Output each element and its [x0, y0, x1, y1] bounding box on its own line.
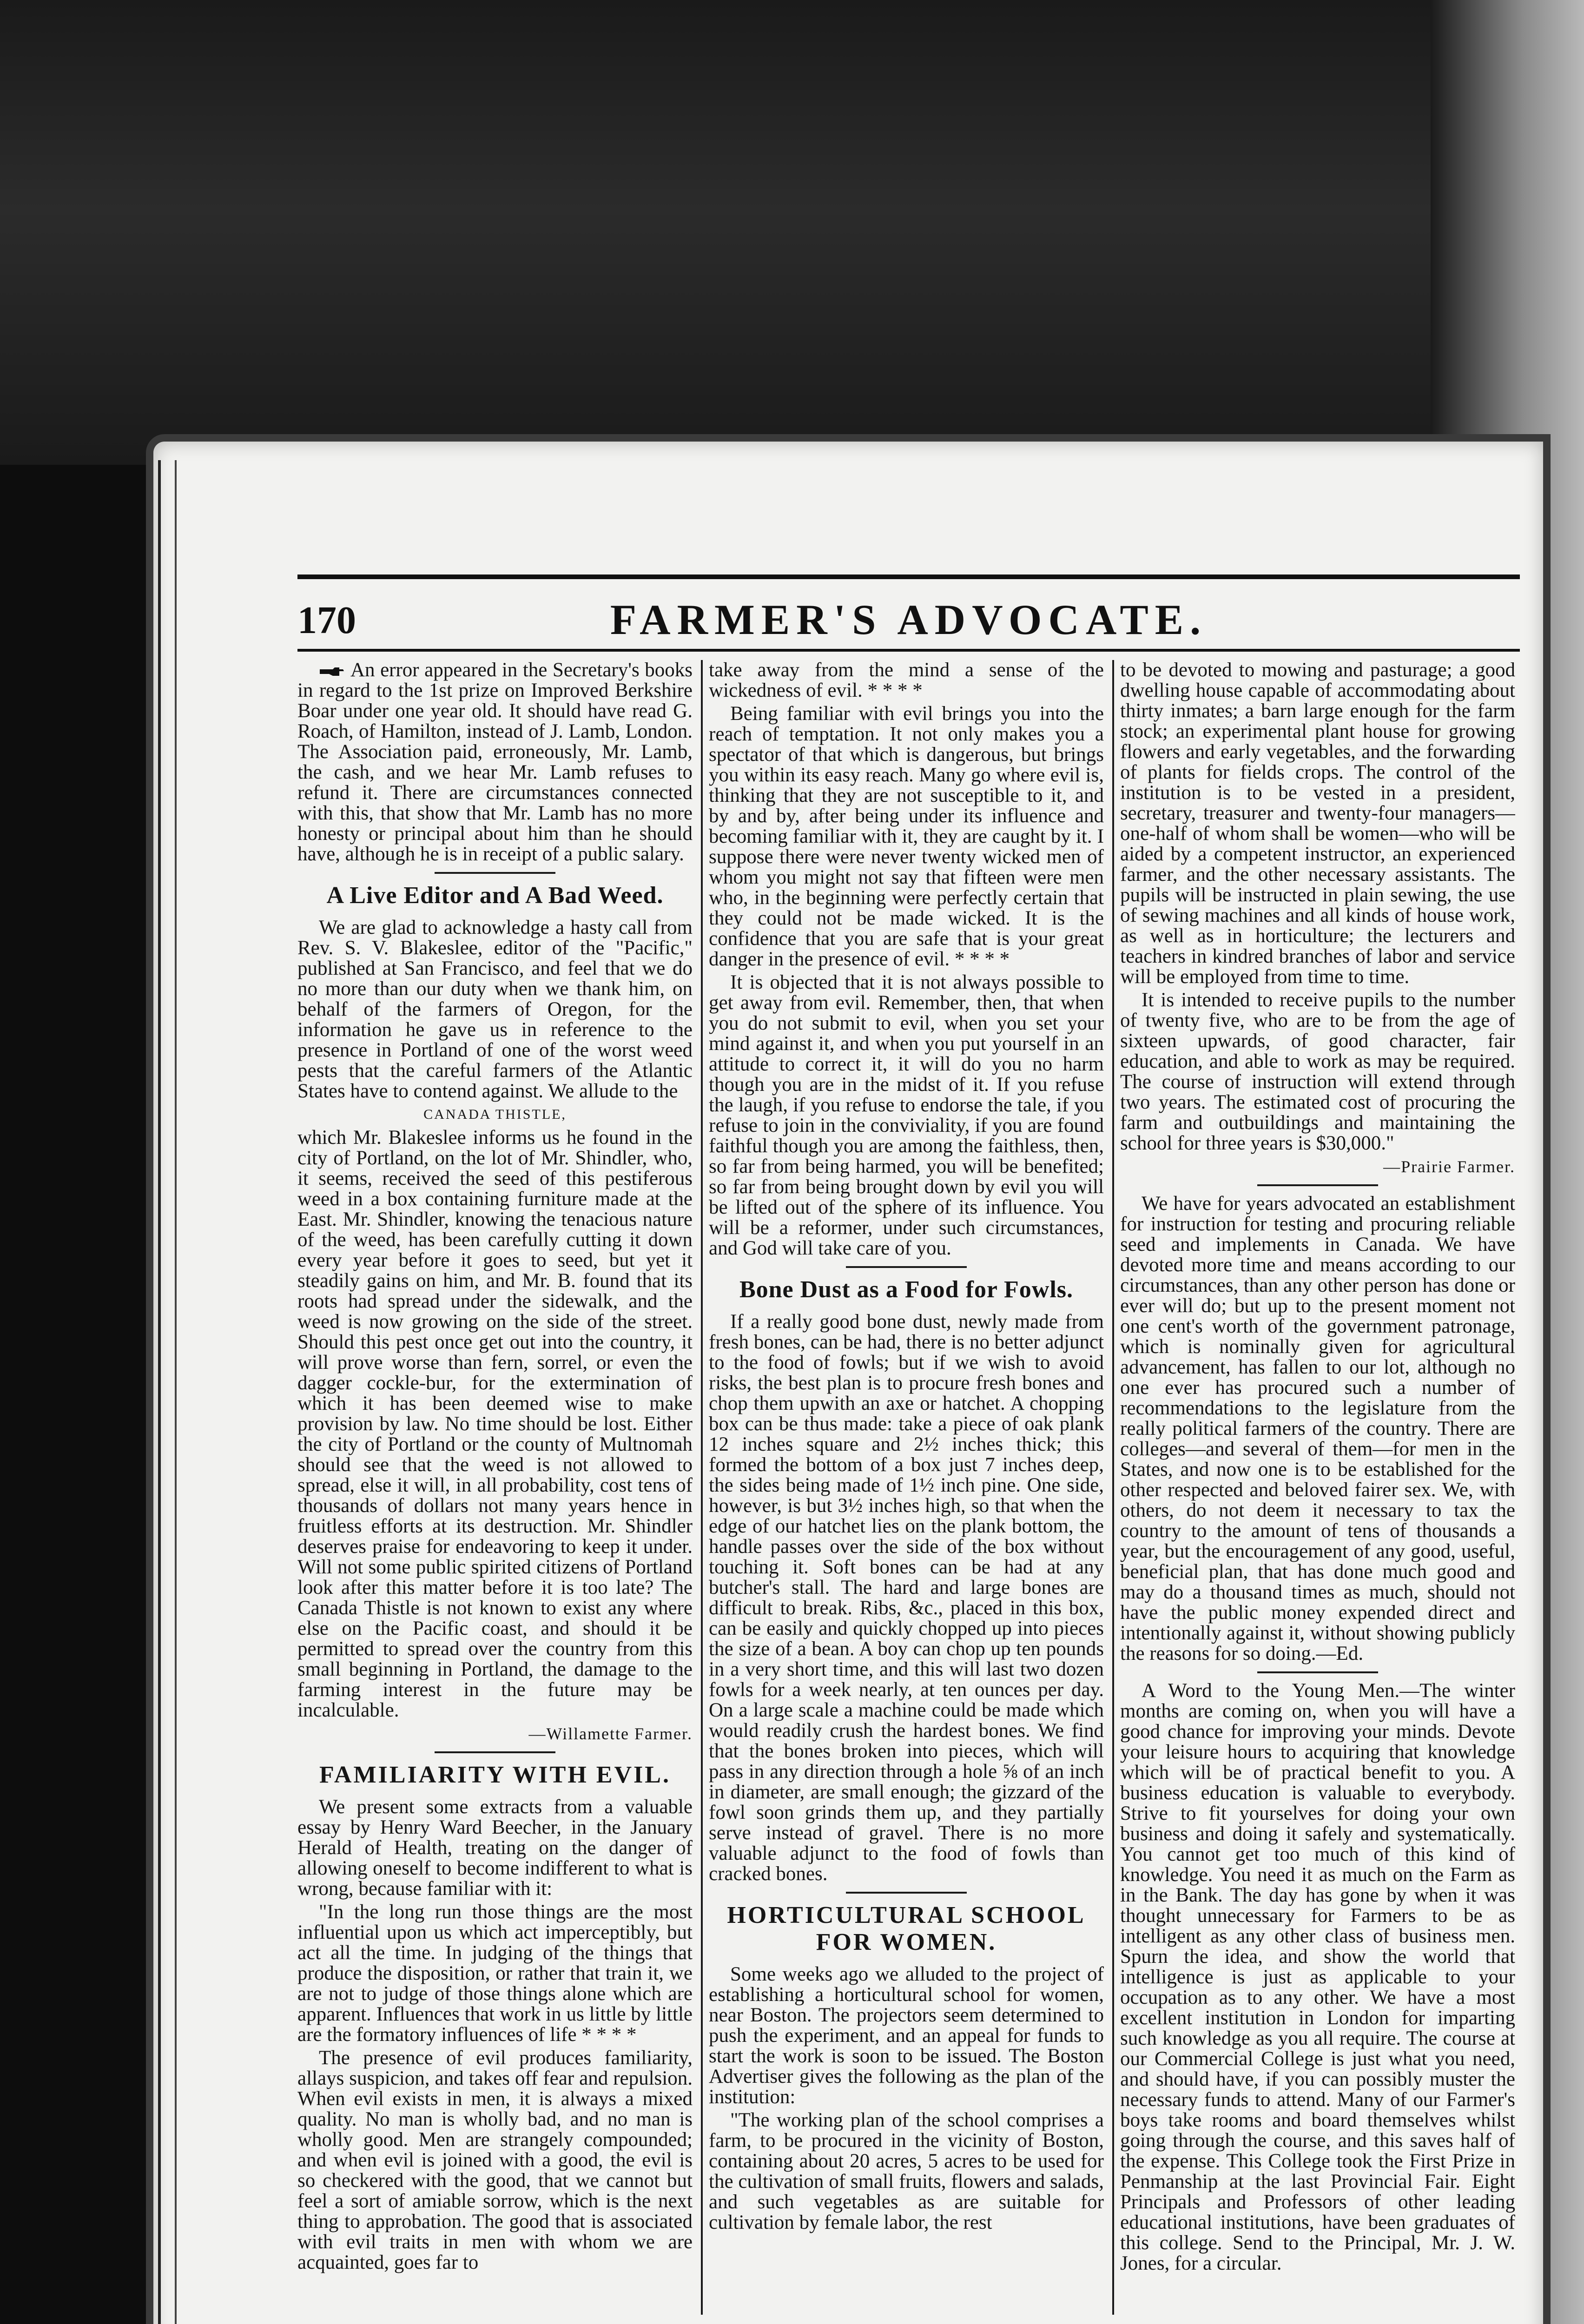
article-paragraph: A Word to the Young Men.—The winter months are coming on, when you will have a good chance for improving your minds. Devote your leisure hours to acquiring that knowledge which will be of practical benefit to you. A business education is valuable to everybody. Strive to fit yourselves for doing your own business and doing it safely and systematically. You cannot get too much of this kind of knowledge. You need it as much on the Farm as in the Bank. The day has gone by when it was thought unnecessary for Farmers to be as intelligent as any other class of business men. Spurn the idea, and show the world that intelligence is just as applicable to your occupation as to any other. We have a most excellent institution in London for imparting such knowledge as you all require. The course at our Commercial College is just what you need, and should have, if you can possibly muster the necessary funds to attend. Many of our Farmer's boys take rooms and board themselves whilst going through the course, and this saves half of the expense. This College took the First Prize in Penmanship at the last Provincial Fair. Eight Principals and Professors of other leading educational institutions, have been graduates of this college. Send to the Principal, Mr. J. W. Jones, for a circular. [1120, 1680, 1515, 2274]
article-paragraph: We present some extracts from a valuable essay by Henry Ward Beecher, in the January Herald of Health, treating on the danger of allowing oneself to become indifferent to what is wrong, because familiar with it: [297, 1796, 693, 1900]
microfilm-border-top [0, 0, 1584, 465]
divider [1257, 1184, 1378, 1186]
column-1 [297, 660, 693, 2324]
article-paragraph: to be devoted to mowing and pasturage; a good dwelling house capable of accommodating about thirty inmates; a barn large enough for the farm stock; an experimental plant house for growing flowers and early vegetables, and the forwarding of plants for fields crops. The control of the institution is to be vested in a president, secretary, treasurer and twenty-four managers—one-half of whom shall be women—who will be aided by a competent instructor, an experienced farmer, and the other necessary assistants. The pupils will be instructed in plain sewing, the use of sewing machines and all kinds of house work, as well as in horticulture; the lecturers and teachers in kindred branches of labor and service will be employed from time to time. [1120, 660, 1515, 988]
column-3 [1120, 660, 1515, 2324]
page-edge [158, 460, 177, 2324]
article-paragraph: We have for years advocated an establishment for instruction for testing and procuring reliable seed and implements in Canada. We have devoted more time and means according to our circumstances, than any other person has done or ever will do; but up to the present moment not one cent's worth of the government patronage, which is nominally given for agricultural advancement, has fallen to our lot, although no one ever has procured such a number of recommendations to the legislature from the really political farmers of the country. There are colleges—and several of them—for men in the States, and now one is to be established for the other respected and beloved fairer sex. We, with others, do not deem it necessary to tax the country to the amount of tens of thousands a year, but the encouragement of any good, useful, beneficial plan, that has done much good and may do a thousand times as much, should not have the public money expended direct and intentionally against it, without showing publicly the reasons for so doing.—Ed. [1120, 1193, 1515, 1664]
divider [846, 1266, 967, 1268]
newspaper-title: FARMER'S ADVOCATE. [610, 596, 1208, 643]
article-paragraph: Some weeks ago we alluded to the project of establishing a horticultural school for women, near Boston. The projectors seem determined to push the experiment, and an appeal for funds to start the work is soon to be issued. The Boston Advertiser gives the following as the plan of the institution: [709, 1963, 1104, 2108]
article-paragraph: "In the long run those things are the most influential upon us which act imperceptibly, but act all the time. In judging of the things that produce the disposition, or rather that train it, we are not to judge of those things alone which are apparent. Influences that work in us little by little are the formatory influences of life * * * * [297, 1901, 693, 2046]
page-number: 170 [297, 599, 356, 642]
divider [435, 1751, 555, 1753]
article-heading: A Live Editor and A Bad Weed. [326, 882, 664, 909]
article-paragraph: It is objected that it is not always possible to get away from evil. Remember, then, that when you do not submit to evil, when you set your mind against it, and when you put yourself in an attitude to correct it, it will do you no harm though you are in the midst of it. If you refuse the laugh, if you refuse to endorse the tale, if you refuse to join in the conviviality, if you are found faithful though you are among the faithless, then, so far from being harmed, you will be benefited; so far from being brought down by evil you will be lifted out of the sphere of its influence. You will be a reformer, under such circumstances, and God will take care of you. [709, 971, 1104, 1259]
article-heading: FAMILIARITY WITH EVIL. [319, 1762, 671, 1788]
article-paragraph: If a really good bone dust, newly made from fresh bones, can be had, there is no better adjunct to the food of fowls; but if we wish to avoid risks, the best plan is to procure fresh bones and chop them upwith an axe or hatchet. A chopping box can be thus made: take a piece of oak plank 12 inches square and 2½ inches thick; this formed the bottom of a box just 7 inches deep, the sides being made of 1½ inch pine. One side, however, is but 3½ inches high, so that when the edge of our hatchet lies on the plank bottom, the handle passes over the side of the box without touching it. Soft bones can be had at any butcher's stall. The hard and large bones are difficult to break. Ribs, &c., placed in this box, can be easily and quickly chopped up into pieces the size of a bean. A boy can chop up ten pounds in a very short time, and this will last two dozen fowls for a week nearly, at ten ounces per day. On a large scale a machine could be made which would readily crush the hardest bones. We find that the bones broken into pieces, which will pass in any direction through a hole ⅝ of an inch in diameter, are small enough; the gizzard of the fowl soon grinds them up, and they partially serve instead of gravel. There is no more valuable adjunct to the food of fowls than cracked bones. [709, 1311, 1104, 1885]
article-paragraph: Being familiar with evil brings you into the reach of temptation. It not only makes you a spectator of that which is dangerous, but brings you within its easy reach. Many go where evil is, thinking that they are not susceptible to it, and by and by, after being under its influence and becoming familiar with it, they are caught by it. I suppose there were never twenty wicked men of whom you might not say that fifteen were men who, in the beginning were perfectly certain that they could not be made wicked. It is the confidence that you are safe that is your great danger in the presence of evil. * * * * [709, 703, 1104, 970]
masthead [297, 574, 1520, 652]
article-subheading: CANADA THISTLE, [423, 1107, 567, 1122]
pointing-hand-icon [319, 665, 345, 679]
article-paragraph: The presence of evil produces familiarity, allays suspicion, and takes off fear and repulsion. When evil exists in men, it is always a mixed quality. No man is wholly bad, and no man is wholly good. Men are strangely compounded; and when evil is joined with a good, the evil is so checkered with the good, that we cannot but feel a sort of amiable sorrow, which is the next thing to approbation. The good that is associated with evil traits in men with whom we are acquainted, goes far to [297, 2047, 693, 2273]
article-source: —Prairie Farmer. [1383, 1157, 1515, 1176]
column-2 [709, 660, 1104, 2324]
notice-paragraph [297, 660, 693, 865]
column-rule [701, 660, 703, 2315]
notice-text: An error appeared in the Secretary's books in regard to the 1st prize on Improved Berkshire Boar under one year old. It should have read G. Roach, of Hamilton, instead of J. Lamb, London. The Association paid, erroneously, Mr. Lamb, the cash, and we hear Mr. Lamb refuses to refund it. There are circumstances connected with this, that show that Mr. Lamb has no more honesty or principal about him than he should have, although he is in receipt of a public salary. [297, 660, 693, 865]
article-paragraph: "The working plan of the school comprises a farm, to be procured in the vicinity of Boston, containing about 20 acres, 5 acres to be used for the cultivation of small fruits, flowers and salads, and such vegetables as are suitable for cultivation by female labor, the rest [709, 2109, 1104, 2233]
column-rule [1112, 660, 1114, 2315]
article-paragraph: It is intended to receive pupils to the number of twenty five, who are to be from the age of sixteen upwards, of good character, fair education, and able to work as may be required. The course of instruction will extend through two years. The estimated cost of procuring the farm and outbuildings and maintaining the school for three years is $30,000." [1120, 989, 1515, 1154]
article-source: —Willamette Farmer. [528, 1724, 693, 1743]
article-paragraph: We are glad to acknowledge a hasty call from Rev. S. V. Blakeslee, editor of the "Pacific," published at San Francisco, and feel that we do no more than our duty when we thank him, on behalf of the farmers of Oregon, for the information he gave us in reference to the presence in Portland of one of the worst weed pests that the careful farmers of the Atlantic States have to contend against. We allude to the [297, 917, 693, 1102]
article-heading: Bone Dust as a Food for Fowls. [739, 1276, 1074, 1303]
article-paragraph: which Mr. Blakeslee informs us he found in the city of Portland, on the lot of Mr. Shindler, who, it seems, received the seed of this pestiferous weed in a box containing furniture made at the East. Mr. Shindler, knowing the tenacious nature of the weed, has been carefully cutting it down every year before it goes to seed, but yet it steadily gains on him, and Mr. B. found that its roots had spread under the sidewalk, and the weed is now growing on the side of the street. Should this pest once get out into the country, it will prove worse than fern, sorrel, or even the dagger cockle-bur, for the extermination of which it has been deemed wise to make provision by law. No time should be lost. Either the city of Portland or the county of Multnomah should see that the weed is not allowed to spread, else it will, in all probability, cost tens of thousands of dollars not many years hence in fruitless efforts at its destruction. Mr. Shindler deserves praise for endeavoring to keep it under. Will not some public spirited citizens of Portland look after this matter before it is too late? The Canada Thistle is not known to exist any where else on the Pacific coast, and should it be permitted to spread over the country from this small beginning in Portland, the damage to the farming interest in the future may be incalculable. [297, 1127, 693, 1721]
article-heading: HORTICULTURAL SCHOOL FOR WOMEN. [727, 1902, 1086, 1955]
article-paragraph: take away from the mind a sense of the wickedness of evil. * * * * [709, 660, 1104, 701]
divider [846, 1892, 967, 1894]
divider [435, 872, 555, 874]
divider [1257, 1671, 1378, 1673]
